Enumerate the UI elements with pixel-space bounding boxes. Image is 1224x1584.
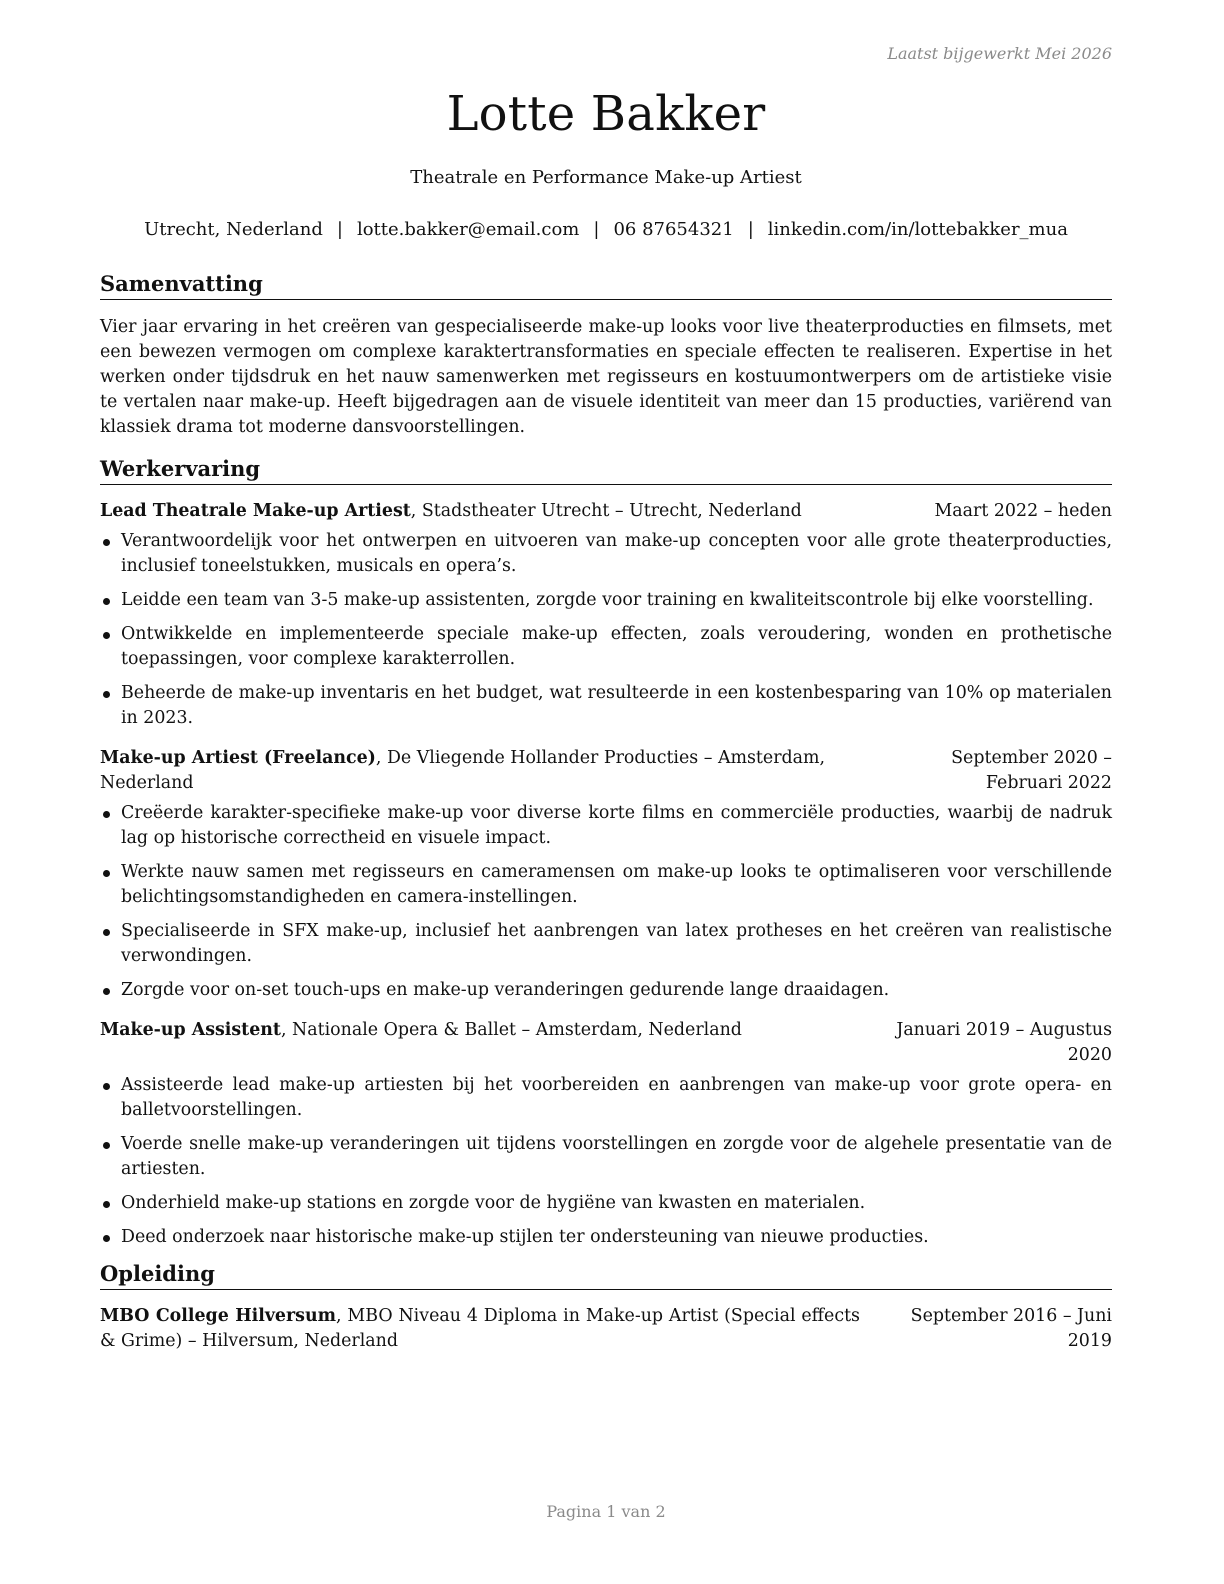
bullet-icon <box>103 1083 110 1090</box>
contact-separator: | <box>593 219 600 240</box>
job-bullets <box>100 529 1112 740</box>
contact-line <box>100 219 1112 240</box>
bullet-icon <box>103 1142 110 1149</box>
bullet-icon <box>103 988 110 995</box>
bullet-icon <box>103 632 110 639</box>
bullet-icon <box>103 811 110 818</box>
job-bullets <box>100 1073 1112 1259</box>
list-item: Deed onderzoek naar historische make-up stijlen ter ondersteuning van nieuwe producties. <box>100 1225 1112 1250</box>
bullet-icon <box>103 929 110 936</box>
job-role: Make-up Assistent <box>100 1020 281 1040</box>
bullet-icon <box>103 1201 110 1208</box>
job-organization: , De Vliegende Hollander Producties – Amsterdam, Nederland <box>100 748 826 793</box>
bullet-icon <box>103 870 110 877</box>
contact-email[interactable]: lotte.bakker@email.com <box>356 219 580 240</box>
job-subtitle: Theatrale en Performance Make-up Artiest <box>410 167 802 188</box>
resume-page <box>100 0 1112 1584</box>
list-item: Zorgde voor on-set touch-ups en make-up veranderingen gedurende lange draaidagen. <box>100 978 1112 1003</box>
job-dates: September 2020 – Februari 2022 <box>951 748 1112 793</box>
list-item: Voerde snelle make-up veranderingen uit tijdens voorstellingen en zorgde voor de algehele presentatie van de artiesten. <box>100 1132 1112 1182</box>
job-header <box>100 499 1112 524</box>
summary-text: Vier jaar ervaring in het creëren van gespecialiseerde make-up looks voor live theaterproducties en filmsets, met een bewezen vermogen om complexe karaktertransformaties en speciale effecten te realiseren. Expertise in het werken onder tijdsdruk en het nauw samenwerken met regisseurs en kostuumontwerpers om de artistieke visie te vertalen naar make-up. Heeft bijgedragen aan de visuele identiteit van meer dan 15 producties, variërend van klassiek drama tot moderne dansvoorstellingen. <box>100 317 1112 437</box>
job-bullets <box>100 801 1112 1012</box>
list-item: Specialiseerde in SFX make-up, inclusief het aanbrengen van latex protheses en het creëren van realistische verwondingen. <box>100 919 1112 969</box>
job-organization: , Stadstheater Utrecht – Utrecht, Nederland <box>410 501 802 521</box>
list-item: Beheerde de make-up inventaris en het budget, wat resulteerde in een kostenbesparing van 10% op materialen in 2023. <box>100 681 1112 731</box>
list-item: Onderhield make-up stations en zorgde voor de hygiëne van kwasten en materialen. <box>100 1191 1112 1216</box>
bullet-icon <box>103 1235 110 1242</box>
list-item: Werkte nauw samen met regisseurs en cameramensen om make-up looks te optimaliseren voor verschillende belichtingsomstandigheden en camera-instellingen. <box>100 860 1112 910</box>
list-item: Ontwikkelde en implementeerde speciale make-up effecten, zoals veroudering, wonden en prothetische toepassingen, voor complexe karakterrollen. <box>100 622 1112 672</box>
job-dates: Januari 2019 – Augustus 2020 <box>896 1020 1112 1065</box>
bullet-icon <box>103 539 110 546</box>
education-heading: Opleiding <box>100 1261 1112 1290</box>
job-organization: , Nationale Opera & Ballet – Amsterdam, Nederland <box>280 1020 742 1040</box>
bullet-icon <box>103 691 110 698</box>
bullet-icon <box>103 598 110 605</box>
job-header <box>100 746 1112 796</box>
list-item: Verantwoordelijk voor het ontwerpen en uitvoeren van make-up concepten voor alle grote theaterproducties, inclusief toneelstukken, musicals en opera’s. <box>100 529 1112 579</box>
list-item: Assisteerde lead make-up artiesten bij het voorbereiden en aanbrengen van make-up voor grote opera- en balletvoorstellingen. <box>100 1073 1112 1123</box>
experience-heading: Werkervaring <box>100 456 1112 485</box>
education-school: MBO College Hilversum <box>100 1306 336 1326</box>
contact-linkedin[interactable]: linkedin.com/in/lottebakker_mua <box>767 219 1068 240</box>
contact-location: Utrecht, Nederland <box>144 219 323 240</box>
education-entry <box>100 1304 1112 1354</box>
education-detail: , MBO Niveau 4 Diploma in Make-up Artist (Special effects & Grime) – Hilversum, Nederland <box>100 1306 860 1351</box>
contact-phone: 06 87654321 <box>613 219 734 240</box>
education-dates: September 2016 – Juni 2019 <box>910 1306 1112 1351</box>
contact-separator: | <box>747 219 754 240</box>
job-role: Lead Theatrale Make-up Artiest <box>100 501 411 521</box>
job-dates: Maart 2022 – heden <box>934 501 1112 521</box>
summary-heading: Samenvatting <box>100 271 1112 300</box>
contact-separator: | <box>336 219 343 240</box>
job-role: Make-up Artiest (Freelance) <box>100 748 376 768</box>
person-name: Lotte Bakker <box>446 86 766 142</box>
list-item: Creëerde karakter-specifieke make-up voor diverse korte films en commerciële producties, waarbij de nadruk lag op historische correctheid en visuele impact. <box>100 801 1112 851</box>
list-item: Leidde een team van 3-5 make-up assistenten, zorgde voor training en kwaliteitscontrole bij elke voorstelling. <box>100 588 1112 613</box>
page-number: Pagina 1 van 2 <box>546 1502 666 1521</box>
job-header <box>100 1018 1112 1065</box>
last-updated-note: Laatst bijgewerkt Mei 2026 <box>887 44 1112 63</box>
